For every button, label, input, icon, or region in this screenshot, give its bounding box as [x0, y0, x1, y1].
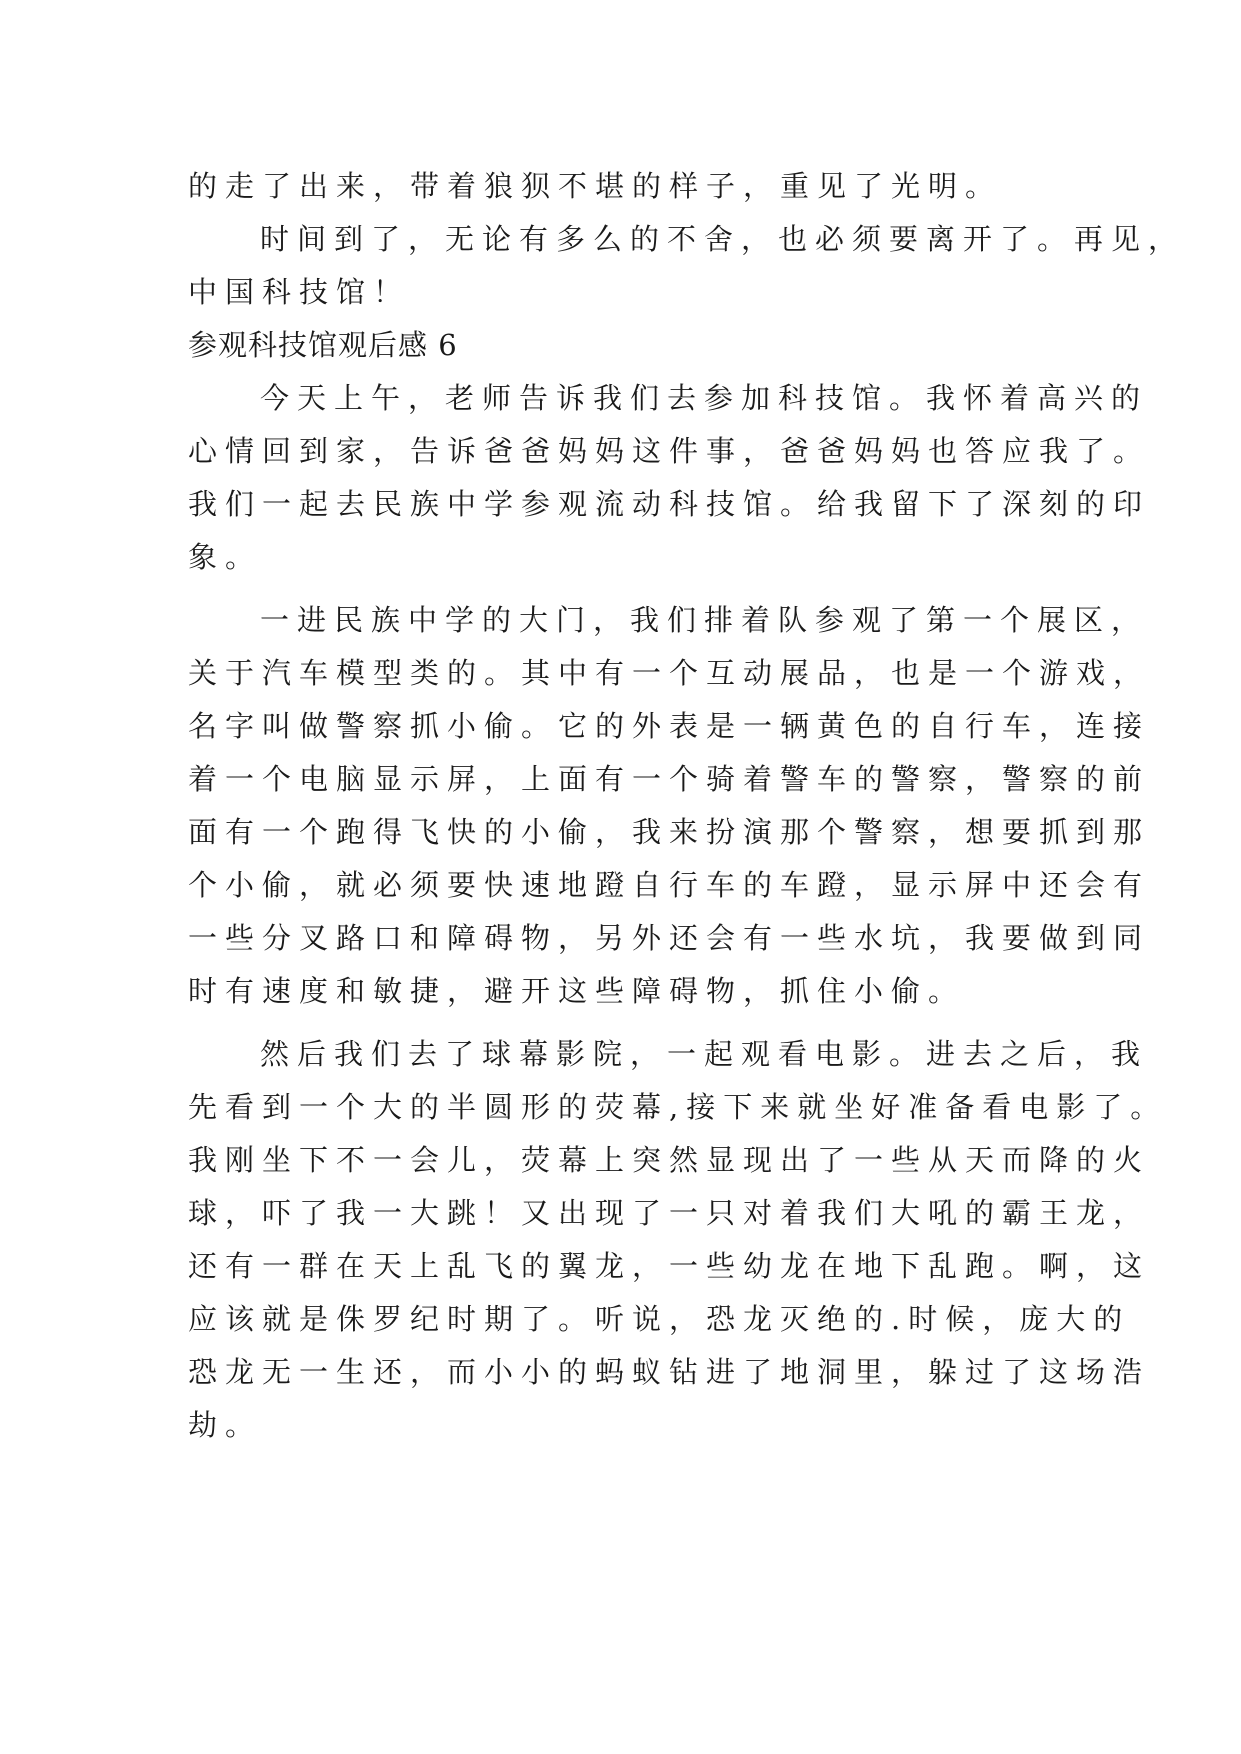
text-line: 着一个电脑显示屏，上面有一个骑着警车的警察，警察的前: [188, 762, 1151, 796]
text-line: 面有一个跑得飞快的小偷，我来扮演那个警察，想要抓到那: [188, 815, 1151, 849]
paragraph-first-line: 时间到了，无论有多么的不舍，也必须要离开了。再见，: [260, 222, 1186, 256]
text-line: 个小偷，就必须要快速地蹬自行车的车蹬，显示屏中还会有: [188, 868, 1151, 902]
text-line: 还有一群在天上乱飞的翼龙，一些幼龙在地下乱跑。啊，这: [188, 1249, 1151, 1283]
text-line: 恐龙无一生还，而小小的蚂蚁钻进了地洞里，躲过了这场浩: [188, 1355, 1151, 1389]
text-line: 先看到一个大的半圆形的荧幕,接下来就坐好准备看电影了。: [188, 1090, 1168, 1124]
text-line: 名字叫做警察抓小偷。它的外表是一辆黄色的自行车，连接: [188, 709, 1151, 743]
paragraph-first-line: 一进民族中学的大门，我们排着队参观了第一个展区，: [260, 603, 1149, 637]
text-line: 的走了出来，带着狼狈不堪的样子，重见了光明。: [188, 169, 1003, 203]
paragraph-first-line: 然后我们去了球幕影院，一起观看电影。进去之后，我: [260, 1037, 1149, 1071]
text-line: 我刚坐下不一会儿，荧幕上突然显现出了一些从天而降的火: [188, 1143, 1151, 1177]
text-line: 时有速度和敏捷，避开这些障碍物，抓住小偷。: [188, 974, 966, 1008]
text-line: 象。: [188, 540, 263, 574]
text-line: 关于汽车模型类的。其中有一个互动展品，也是一个游戏，: [188, 656, 1151, 690]
text-line: 应该就是侏罗纪时期了。听说，恐龙灭绝的.时候，庞大的: [188, 1302, 1131, 1336]
text-line: 中国科技馆！: [188, 275, 411, 309]
section-heading: 参观科技馆观后感 6: [188, 328, 458, 362]
text-line: 球，吓了我一大跳！又出现了一只对着我们大吼的霸王龙，: [188, 1196, 1151, 1230]
text-line: 心情回到家，告诉爸爸妈妈这件事，爸爸妈妈也答应我了。: [188, 434, 1151, 468]
paragraph-first-line: 今天上午，老师告诉我们去参加科技馆。我怀着高兴的: [260, 381, 1149, 415]
text-line: 劫。: [188, 1408, 263, 1442]
text-line: 我们一起去民族中学参观流动科技馆。给我留下了深刻的印: [188, 487, 1151, 521]
text-line: 一些分叉路口和障碍物，另外还会有一些水坑，我要做到同: [188, 921, 1151, 955]
